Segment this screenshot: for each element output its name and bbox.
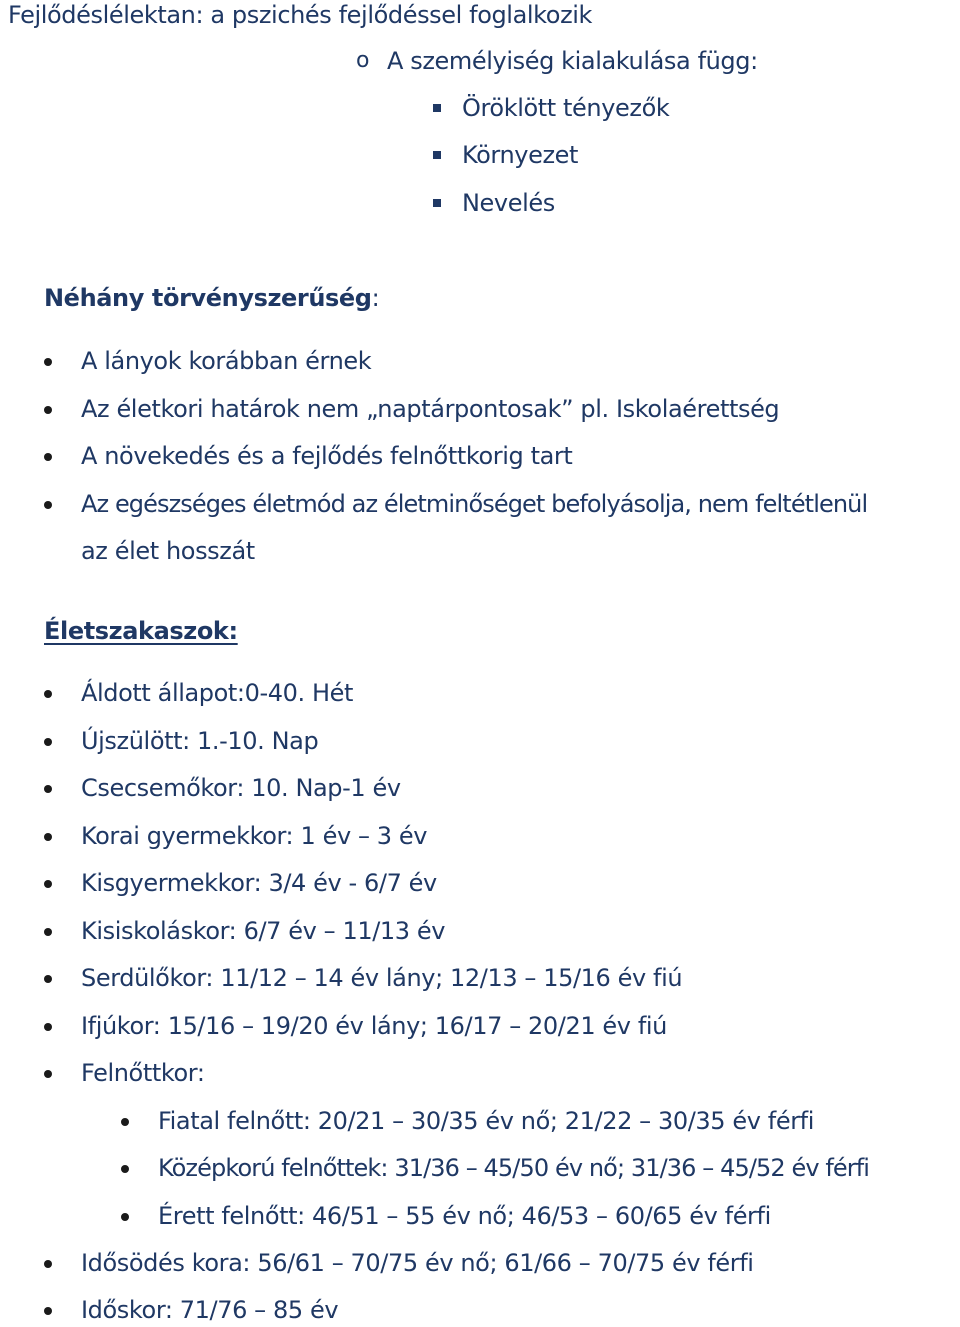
- square-bullet-icon: [433, 199, 441, 207]
- factor-item: Nevelés: [462, 189, 555, 217]
- stage-item: Kisiskoláskor: 6/7 év – 11/13 év: [81, 917, 446, 945]
- bullet-icon: [44, 1260, 52, 1268]
- bullet-icon: [44, 690, 52, 698]
- stage-item: Korai gyermekkor: 1 év – 3 év: [81, 822, 428, 850]
- stage-item: Újszülött: 1.-10. Nap: [81, 727, 319, 755]
- bullet-icon: [44, 928, 52, 936]
- intro-title: Fejlődéslélektan: a pszichés fejlődéssel foglalkozik: [8, 1, 593, 29]
- laws-heading-text: Néhány törvényszerűség: [44, 284, 372, 312]
- bullet-icon: [44, 785, 52, 793]
- bullet-icon: [44, 975, 52, 983]
- stage-item: Felnőttkor:: [81, 1059, 205, 1087]
- sub-item-marker: o: [356, 48, 370, 73]
- bullet-icon: [44, 358, 52, 366]
- adult-stage-item: Érett felnőtt: 46/51 – 55 év nő; 46/53 – 60/65 év férfi: [158, 1202, 771, 1230]
- adult-stage-item: Fiatal felnőtt: 20/21 – 30/35 év nő; 21/22 – 30/35 év férfi: [158, 1107, 814, 1135]
- stage-item: Csecsemőkor: 10. Nap-1 év: [81, 774, 401, 802]
- bullet-icon: [44, 738, 52, 746]
- bullet-icon: [44, 1070, 52, 1078]
- laws-heading: [44, 283, 379, 313]
- factor-item: Környezet: [462, 141, 579, 169]
- stage-item: Serdülőkor: 11/12 – 14 év lány; 12/13 – 15/16 év fiú: [81, 964, 683, 992]
- stages-heading: Életszakaszok:: [44, 617, 238, 645]
- law-item-continuation: az élet hosszát: [81, 537, 255, 565]
- law-item: A lányok korábban érnek: [81, 347, 372, 375]
- law-item: Az egészséges életmód az életminőséget befolyásolja, nem feltétlenül: [81, 490, 868, 518]
- bullet-icon: [121, 1213, 129, 1221]
- bullet-icon: [44, 880, 52, 888]
- adult-stage-item: Középkorú felnőttek: 31/36 – 45/50 év nő; 31/36 – 45/52 év férfi: [158, 1154, 870, 1182]
- bullet-icon: [121, 1118, 129, 1126]
- law-item: A növekedés és a fejlődés felnőttkorig tart: [81, 442, 573, 470]
- bullet-icon: [44, 1023, 52, 1031]
- square-bullet-icon: [433, 104, 441, 112]
- bullet-icon: [44, 406, 52, 414]
- late-stage-item: Időskor: 71/76 – 85 év: [81, 1296, 339, 1324]
- bullet-icon: [121, 1165, 129, 1173]
- stage-item: Kisgyermekkor: 3/4 év - 6/7 év: [81, 869, 437, 897]
- factor-item: Öröklött tényezők: [462, 94, 670, 122]
- bullet-icon: [44, 1307, 52, 1315]
- bullet-icon: [44, 453, 52, 461]
- bullet-icon: [44, 501, 52, 509]
- law-item: Az életkori határok nem „naptárpontosak” pl. Iskolaérettség: [81, 395, 780, 423]
- bullet-icon: [44, 833, 52, 841]
- square-bullet-icon: [433, 151, 441, 159]
- sub-item-text: A személyiség kialakulása függ:: [387, 47, 758, 75]
- late-stage-item: Idősödés kora: 56/61 – 70/75 év nő; 61/66 – 70/75 év férfi: [81, 1249, 754, 1277]
- stage-item: Áldott állapot:0-40. Hét: [81, 679, 353, 707]
- laws-heading-colon: :: [371, 284, 380, 312]
- stage-item: Ifjúkor: 15/16 – 19/20 év lány; 16/17 – 20/21 év fiú: [81, 1012, 667, 1040]
